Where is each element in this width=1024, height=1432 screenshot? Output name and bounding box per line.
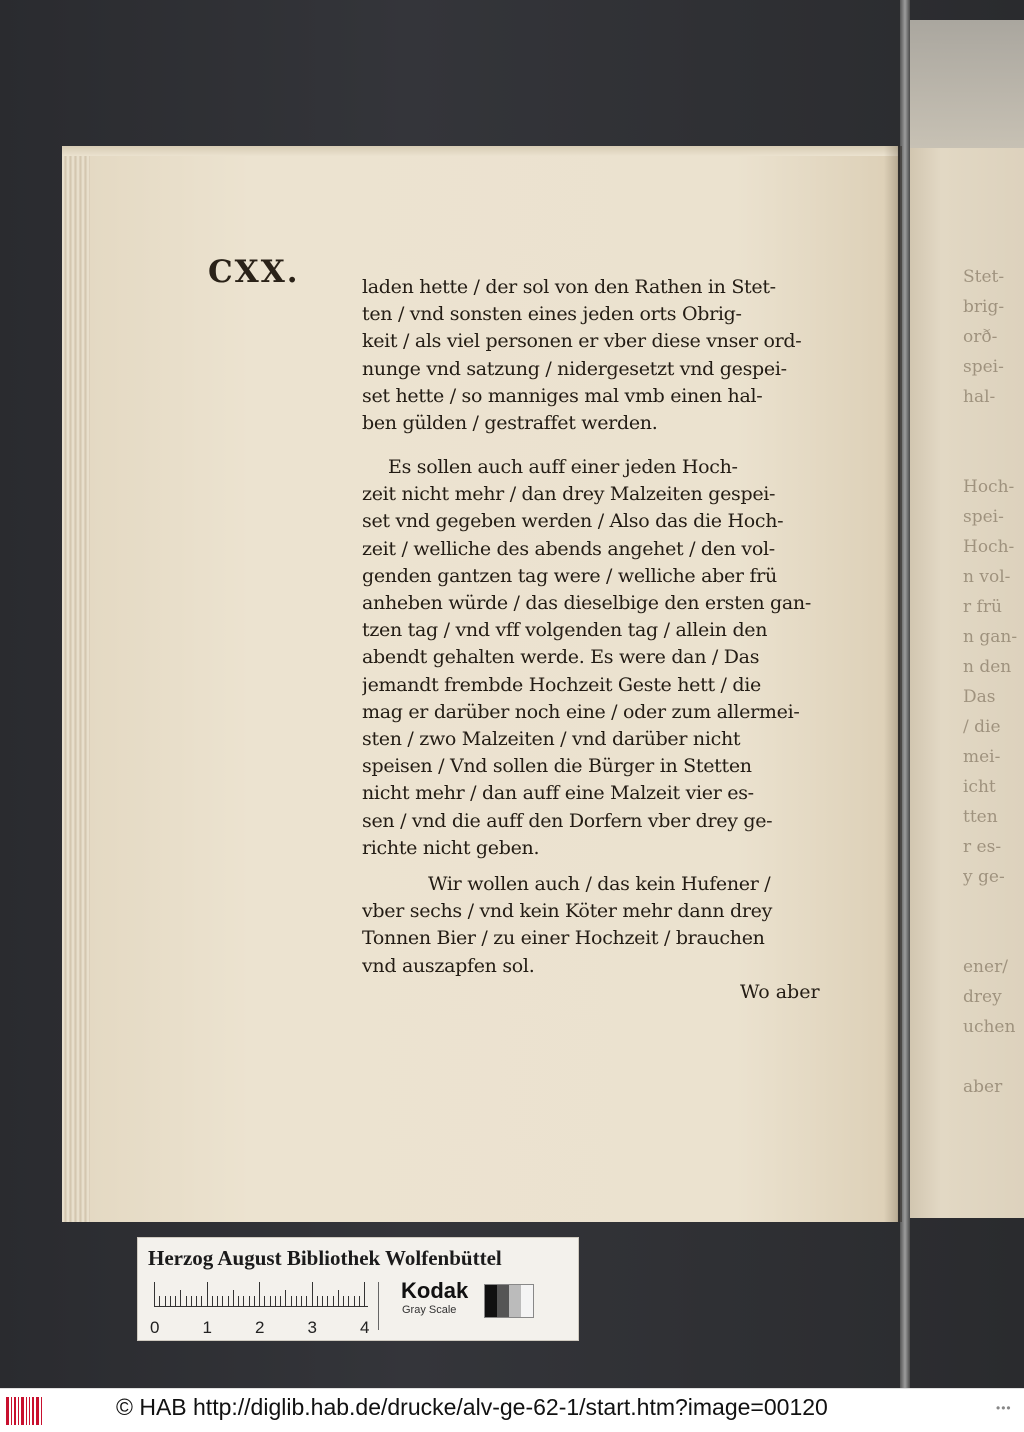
- facing-page-text: [963, 262, 1024, 1102]
- text-line: nicht mehr / dan auff eine Malzeit vier es-: [362, 782, 754, 805]
- scale-ruler: [154, 1280, 368, 1307]
- ruler-tick: [317, 1296, 318, 1306]
- ellipsis-icon: •••: [996, 1401, 1012, 1415]
- ruler-tick: [222, 1296, 223, 1306]
- ruler-tick: [270, 1296, 271, 1306]
- ruler-number: 0: [150, 1318, 160, 1337]
- catchword: Wo aber: [740, 981, 820, 1003]
- swatch-black: [485, 1285, 497, 1317]
- ghost-line: icht: [963, 777, 996, 797]
- text-line: nunge vnd satzung / nidergesetzt vnd gespei-: [362, 357, 787, 380]
- ruler-tick: [333, 1296, 334, 1306]
- ruler-tick: [191, 1296, 192, 1306]
- ruler-tick: [159, 1296, 160, 1306]
- text-line: sten / zwo Malzeiten / vnd darüber nicht: [362, 728, 741, 751]
- logo-bar: [32, 1397, 34, 1425]
- text-line: ben gülden / gestraffet werden.: [362, 412, 658, 435]
- kodak-logo: Kodak: [401, 1278, 469, 1303]
- gray-scale-swatches: [484, 1284, 534, 1318]
- swatch-white: [521, 1285, 533, 1317]
- ruler-tick: [243, 1296, 244, 1306]
- ghost-line: aber: [963, 1077, 1003, 1097]
- ghost-line: orð-: [963, 327, 998, 347]
- ghost-line: [963, 442, 1024, 472]
- text-line: speisen / Vnd sollen die Bürger in Stetten: [362, 755, 752, 778]
- text-line: zeit nicht mehr / dan drey Malzeiten gespei-: [362, 483, 776, 506]
- ruler-number: 4: [360, 1318, 370, 1337]
- ghost-line: r frü: [963, 597, 1002, 617]
- page-top-edge: [62, 146, 898, 156]
- text-line: vnd auszapfen sol.: [362, 954, 535, 977]
- ghost-line: hal-: [963, 387, 996, 407]
- ghost-line: Hoch-: [963, 477, 1015, 497]
- ghost-line: Stet-: [963, 267, 1005, 287]
- ruler-tick: [322, 1296, 323, 1306]
- logo-bar: [26, 1397, 27, 1425]
- ruler-tick: [354, 1296, 355, 1306]
- label-divider: [378, 1282, 379, 1330]
- text-line: laden hette / der sol von den Rathen in Stet-: [362, 276, 776, 298]
- text-line: jemandt frembde Hochzeit Geste hett / die: [362, 673, 761, 696]
- ghost-line: uchen: [963, 1017, 1016, 1037]
- swatch-light-gray: [509, 1285, 521, 1317]
- ghost-line: n vol-: [963, 567, 1011, 587]
- text-line: genden gantzen tag were / welliche aber frü: [362, 564, 777, 587]
- ruler-tick: [228, 1296, 229, 1306]
- text-line: set vnd gegeben werden / Also das die Hoch-: [362, 510, 784, 533]
- footer-bar: [0, 1388, 1024, 1432]
- ghost-line: Das: [963, 687, 996, 707]
- text-line: Wir wollen auch / das kein Hufener /: [428, 873, 771, 895]
- ruler-tick: [175, 1296, 176, 1306]
- logo-bar: [29, 1397, 30, 1425]
- ghost-line: drey: [963, 987, 1002, 1007]
- page-gutter: [884, 146, 902, 1222]
- ruler-tick: [154, 1282, 155, 1306]
- ruler-tick: [280, 1296, 281, 1306]
- ruler-tick: [306, 1296, 307, 1306]
- ghost-line: n den: [963, 657, 1012, 677]
- text-line: Es sollen auch auff einer jeden Hoch-: [388, 456, 738, 478]
- copyright-link[interactable]: © HAB http://diglib.hab.de/drucke/alv-ge-62-1/start.htm?image=00120: [116, 1394, 828, 1420]
- ruler-tick: [259, 1282, 260, 1306]
- text-line: richte nicht geben.: [362, 836, 540, 859]
- ruler-tick: [291, 1296, 292, 1306]
- folio-number: CXX.: [208, 254, 300, 290]
- text-line: Tonnen Bier / zu einer Hochzeit / brauchen: [362, 927, 765, 950]
- ruler-number: 2: [255, 1318, 265, 1337]
- ruler-tick: [296, 1296, 297, 1306]
- ruler-tick: [254, 1296, 255, 1306]
- ghost-line: Hoch-: [963, 537, 1015, 557]
- text-line: tzen tag / vnd vff volgenden tag / allein den: [362, 619, 768, 642]
- ghost-line: ener/: [963, 957, 1008, 977]
- ruler-tick: [275, 1296, 276, 1306]
- logo-bar: [41, 1397, 42, 1425]
- paragraph-2: [362, 454, 840, 862]
- hab-logo-icon: [6, 1397, 46, 1425]
- ghost-line: tten: [963, 807, 998, 827]
- ghost-line: n gan-: [963, 627, 1018, 647]
- ghost-line: spei-: [963, 507, 1004, 527]
- ruler-tick: [165, 1296, 166, 1306]
- glass-plate: [900, 20, 1024, 150]
- ghost-line: y ge-: [963, 867, 1005, 887]
- logo-bar: [6, 1397, 9, 1425]
- ruler-tick: [312, 1282, 313, 1306]
- logo-bar: [18, 1397, 19, 1425]
- text-line: abendt gehalten werde. Es were dan / Das: [362, 646, 760, 669]
- ruler-tick: [170, 1296, 171, 1306]
- ruler-tick: [348, 1296, 349, 1306]
- swatch-dark-gray: [497, 1285, 509, 1317]
- logo-bar: [36, 1397, 39, 1425]
- text-line: keit / als viel personen er vber diese vnser ord-: [362, 330, 802, 353]
- text-line: set hette / so manniges mal vmb einen hal-: [362, 384, 763, 407]
- ruler-number: 3: [307, 1318, 317, 1337]
- logo-bar: [14, 1397, 16, 1425]
- ruler-number: 1: [202, 1318, 212, 1337]
- ghost-line: [963, 892, 1024, 922]
- paragraph-1: [362, 274, 840, 437]
- ghost-line: r es-: [963, 837, 1002, 857]
- ruler-tick: [207, 1282, 208, 1306]
- text-line: vber sechs / vnd kein Köter mehr dann drey: [362, 900, 773, 923]
- ghost-line: / die: [963, 717, 1001, 737]
- ruler-tick: [264, 1296, 265, 1306]
- ruler-tick: [201, 1296, 202, 1306]
- ruler-tick: [249, 1296, 250, 1306]
- paragraph-3: [362, 871, 840, 980]
- ghost-line: brig-: [963, 297, 1005, 317]
- text-line: anheben würde / das dieselbige den ersten gan-: [362, 592, 811, 615]
- ruler-tick: [186, 1296, 187, 1306]
- ghost-line: mei-: [963, 747, 1001, 767]
- library-label: [137, 1237, 579, 1341]
- ghost-line: [963, 412, 1024, 442]
- text-line: ten / vnd sonsten eines jeden orts Obrig-: [362, 303, 742, 326]
- ruler-tick: [212, 1296, 213, 1306]
- gray-scale-caption: Gray Scale: [402, 1304, 457, 1316]
- ruler-tick: [233, 1290, 234, 1306]
- ruler-tick: [196, 1296, 197, 1306]
- ghost-line: spei-: [963, 357, 1004, 377]
- text-line: mag er darüber noch eine / oder zum allermei-: [362, 700, 800, 723]
- ruler-tick: [338, 1290, 339, 1306]
- ruler-tick: [359, 1296, 360, 1306]
- ghost-line: [963, 1042, 1024, 1072]
- library-name: Herzog August Bibliothek Wolfenbüttel: [148, 1246, 502, 1270]
- ruler-tick: [327, 1296, 328, 1306]
- ruler-tick: [238, 1296, 239, 1306]
- ruler-tick: [364, 1282, 365, 1306]
- ruler-tick: [343, 1296, 344, 1306]
- logo-bar: [11, 1397, 12, 1425]
- ruler-tick: [217, 1296, 218, 1306]
- ghost-line: [963, 922, 1024, 952]
- text-line: zeit / welliche des abends angehet / den vol-: [362, 537, 775, 560]
- text-line: sen / vnd die auff den Dorfern vber drey ge-: [362, 809, 773, 832]
- ruler-tick: [285, 1290, 286, 1306]
- ruler-tick: [301, 1296, 302, 1306]
- ruler-tick: [180, 1290, 181, 1306]
- logo-bar: [21, 1397, 24, 1425]
